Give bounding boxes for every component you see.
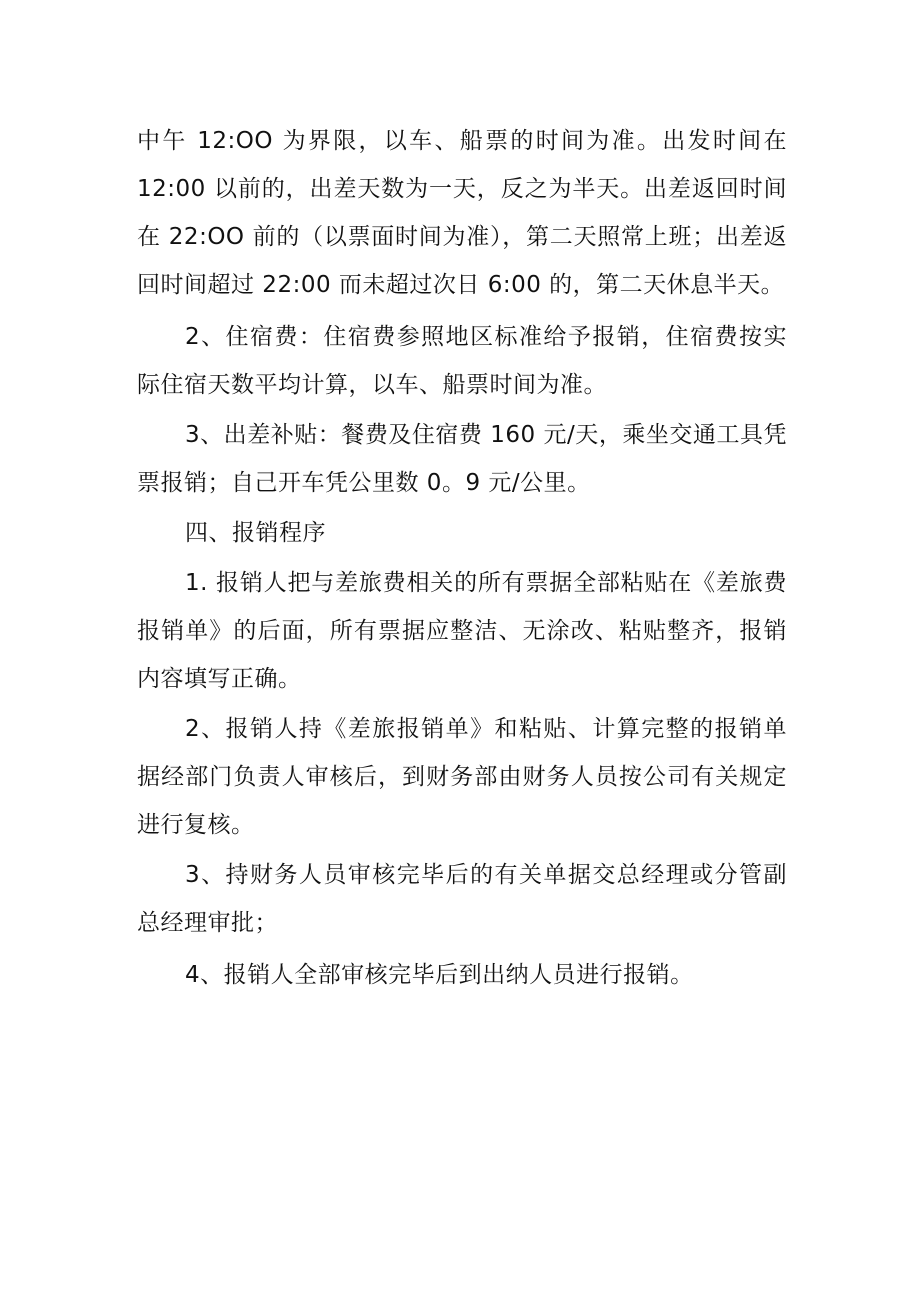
paragraph-travel-allowance: 3、出差补贴：餐费及住宿费 160 元/天，乘坐交通工具凭票报销；自己开车凭公里数 0。9 元/公里。 [137,422,787,496]
paragraph-procedure-step-1: 1. 报销人把与差旅费相关的所有票据全部粘贴在《差旅费报销单》的后面，所有票据应整洁、无涂改、粘贴整齐，报销内容填写正确。 [137,570,787,692]
paragraph-travel-days-rule: 中午 12:OO 为界限，以车、船票的时间为准。出发时间在 12:00 以前的，出差天数为一天，反之为半天。出差返回时间在 22:OO 前的（以票面时间为准），第二天照常上班；出差返回时间超过 22:00 而未超过次日 6:00 的，第二天休息半天。 [137,128,787,298]
paragraph-procedure-step-2: 2、报销人持《差旅报销单》和粘贴、计算完整的报销单据经部门负责人审核后，到财务部由财务人员按公司有关规定进行复核。 [137,716,787,838]
paragraph-procedure-step-3: 3、持财务人员审核完毕后的有关单据交总经理或分管副总经理审批； [137,862,787,936]
paragraph-procedure-step-4: 4、报销人全部审核完毕后到出纳人员进行报销。 [185,962,694,988]
section-heading-reimbursement-procedure: 四、报销程序 [185,520,326,546]
paragraph-accommodation-fee: 2、住宿费：住宿费参照地区标准给予报销，住宿费按实际住宿天数平均计算，以车、船票时间为准。 [137,324,787,398]
